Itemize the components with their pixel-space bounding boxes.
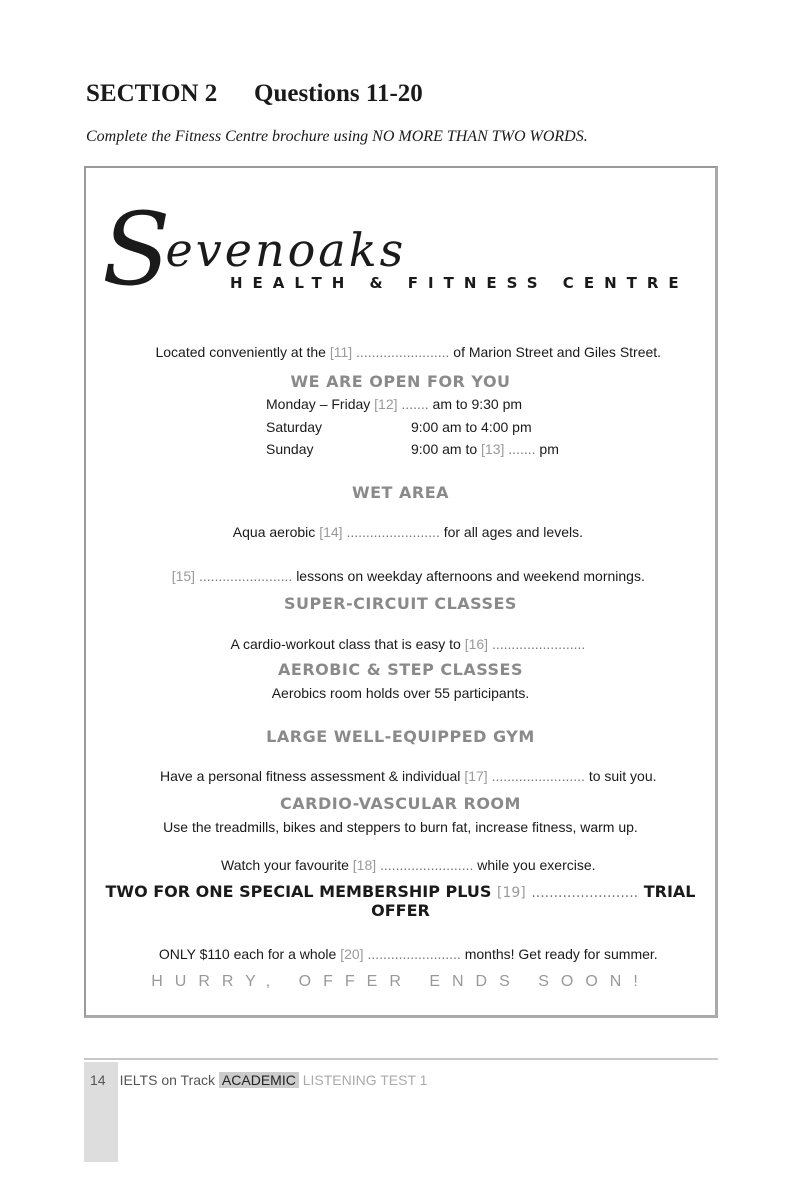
wet-text-end: for all ages and levels. [443,524,583,540]
footer-rule [84,1058,718,1060]
location-line [86,328,715,376]
fitness-brochure [84,166,718,1018]
answer-blank: ....... [508,441,536,457]
question-number: [12] [374,396,398,412]
questions-range: Questions 11-20 [254,80,423,107]
page-footer [90,1072,427,1088]
question-number: [19] [497,885,526,901]
answer-blank: ....... [401,396,429,412]
logo-initial: S [102,191,174,308]
time-value: 9:00 am to [411,441,478,457]
cardio-heading: CARDIO-VASCULAR ROOM [280,794,521,813]
wet-line-1 [86,508,715,556]
test-title: LISTENING TEST 1 [302,1072,428,1088]
cardio-line-1: Use the treadmills, bikes and steppers to burn fat, increase fitness, warm up. [163,819,638,835]
sevenoaks-logo [102,182,407,308]
wet-text: Aqua aerobic [232,524,316,540]
open-heading: WE ARE OPEN FOR YOU [290,372,511,391]
aerobic-heading: AEROBIC & STEP CLASSES [278,660,523,679]
time-value: am to 9:30 pm [432,396,523,412]
hurry-banner: HURRY, OFFER ENDS SOON! [151,973,650,990]
question-number: [20] [340,946,364,962]
day-label: Sunday [266,441,314,457]
gym-text-end: to suit you. [588,768,657,784]
gym-line [86,752,715,800]
section-label: SECTION 2 [86,80,218,107]
answer-blank: ........................ [491,636,586,652]
question-number: [15] [171,568,196,584]
price-text: ONLY $110 each for a whole [158,946,337,962]
answer-blank: ........................ [531,885,639,901]
question-number: [14] [319,524,343,540]
circuit-text: A cardio-workout class that is easy to [230,636,461,652]
wet-area-heading: WET AREA [351,483,450,502]
aerobic-text: Aerobics room holds over 55 participants. [271,685,530,701]
time-suffix: pm [539,441,559,457]
question-number: [16] [464,636,489,652]
question-number: [11] [329,344,353,360]
circuit-heading: SUPER-CIRCUIT CLASSES [284,594,517,613]
book-title: IELTS on Track [119,1072,216,1088]
wet-text-end: lessons on weekday afternoons and weekend mornings. [296,568,645,584]
price-text-end: months! Get ready for summer. [464,946,658,962]
special-offer [86,882,715,920]
hours-row [266,441,559,457]
day-label: Monday – Friday [266,396,371,412]
academic-tag: ACADEMIC [219,1072,299,1088]
answer-blank: ........................ [367,946,461,962]
hours-row [266,419,532,435]
answer-blank: ........................ [198,568,293,584]
question-number: [18] [352,857,377,873]
question-number: [17] [464,768,488,784]
wet-line-2 [86,552,715,600]
gym-text: Have a personal fitness assessment & individual [160,768,461,784]
answer-blank: ........................ [491,768,585,784]
cardio-text-end: while you exercise. [477,857,596,873]
page-number: 14 [90,1072,106,1088]
time-value: 9:00 am to 4:00 pm [411,419,532,435]
cardio-text: Watch your favourite [221,857,349,873]
instruction-text: Complete the Fitness Centre brochure using NO MORE THAN TWO WORDS. [86,128,588,145]
answer-blank: ........................ [346,524,440,540]
price-line [86,930,715,978]
logo-subtitle: HEALTH & FITNESS CENTRE [230,274,689,292]
day-label: Saturday [266,419,323,435]
logo-rest: evenoaks [165,223,407,277]
answer-blank: ........................ [380,857,474,873]
location-text-end: of Marion Street and Giles Street. [453,344,662,360]
special-text: TWO FOR ONE SPECIAL MEMBERSHIP PLUS [105,882,492,901]
gym-heading: LARGE WELL-EQUIPPED GYM [266,727,535,746]
question-number: [13] [481,441,505,457]
location-text: Located conveniently at the [155,344,326,360]
special-text-end: TRIAL OFFER [371,882,696,920]
section-heading [86,80,423,108]
hours-row [266,396,522,412]
answer-blank: ........................ [356,344,450,360]
